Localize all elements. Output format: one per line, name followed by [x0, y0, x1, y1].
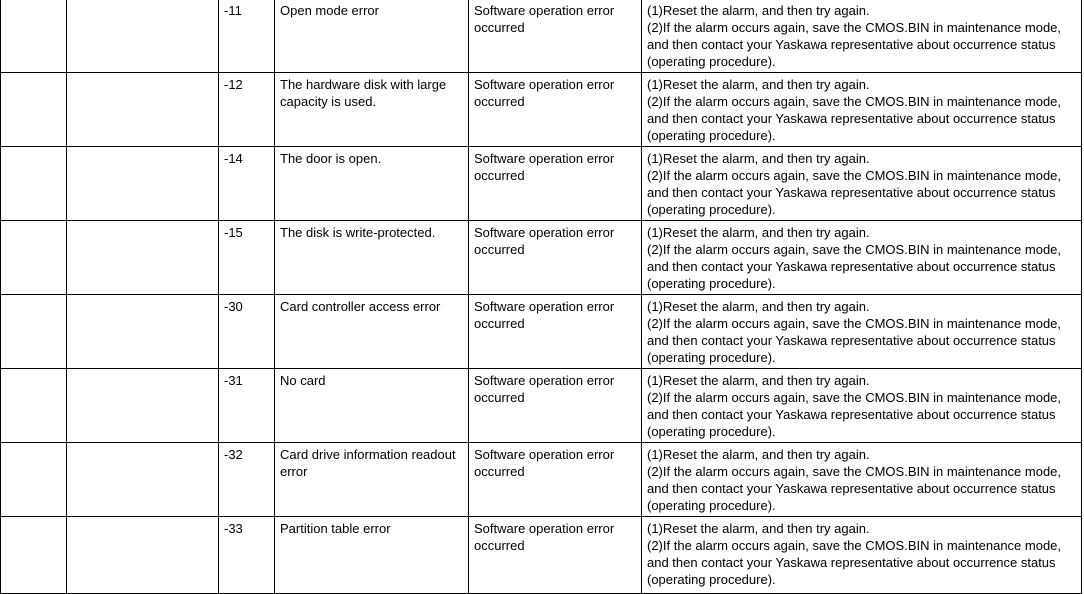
meaning-cell: The disk is write-protected.	[275, 221, 469, 295]
cause-cell: Software operation error occurred	[469, 73, 642, 147]
alarm-number-cell	[1, 369, 67, 443]
remedy-step-1: (1)Reset the alarm, and then try again.	[647, 3, 870, 18]
remedy-step-2: (2)If the alarm occurs again, save the CMOS.BIN in maintenance mode, and then contact your Yaskawa representative about occurrence status (operating procedure).	[647, 20, 1062, 69]
alarm-name-cell	[67, 517, 219, 594]
cause-cell: Software operation error occurred	[469, 443, 642, 517]
alarm-name-cell	[67, 147, 219, 221]
table-row	[1, 369, 1082, 443]
alarm-number-cell	[1, 147, 67, 221]
remedy-cell	[642, 517, 1082, 594]
remedy-cell	[642, 73, 1082, 147]
sub-code-cell: -15	[219, 221, 275, 295]
sub-code-cell: -14	[219, 147, 275, 221]
remedy-step-2: (2)If the alarm occurs again, save the CMOS.BIN in maintenance mode, and then contact your Yaskawa representative about occurrence status (operating procedure).	[647, 538, 1062, 587]
table-row	[1, 73, 1082, 147]
sub-code-cell: -30	[219, 295, 275, 369]
remedy-step-2: (2)If the alarm occurs again, save the CMOS.BIN in maintenance mode, and then contact your Yaskawa representative about occurrence status (operating procedure).	[647, 242, 1062, 291]
table-row	[1, 517, 1082, 594]
sub-code-cell: -11	[219, 0, 275, 73]
sub-code-cell: -32	[219, 443, 275, 517]
alarm-name-cell	[67, 369, 219, 443]
meaning-cell: Card drive information readout error	[275, 443, 469, 517]
alarm-number-cell	[1, 73, 67, 147]
meaning-cell: The door is open.	[275, 147, 469, 221]
alarm-number-cell	[1, 517, 67, 594]
remedy-cell	[642, 295, 1082, 369]
meaning-cell: Card controller access error	[275, 295, 469, 369]
alarm-name-cell	[67, 295, 219, 369]
table-row	[1, 295, 1082, 369]
cause-cell: Software operation error occurred	[469, 369, 642, 443]
table-row	[1, 147, 1082, 221]
remedy-step-1: (1)Reset the alarm, and then try again.	[647, 521, 870, 536]
cause-cell: Software operation error occurred	[469, 295, 642, 369]
remedy-step-2: (2)If the alarm occurs again, save the CMOS.BIN in maintenance mode, and then contact your Yaskawa representative about occurrence status (operating procedure).	[647, 168, 1062, 217]
remedy-step-1: (1)Reset the alarm, and then try again.	[647, 151, 870, 166]
alarm-name-cell	[67, 443, 219, 517]
remedy-cell	[642, 147, 1082, 221]
remedy-step-2: (2)If the alarm occurs again, save the CMOS.BIN in maintenance mode, and then contact your Yaskawa representative about occurrence status (operating procedure).	[647, 464, 1062, 513]
remedy-cell	[642, 369, 1082, 443]
alarm-number-cell	[1, 295, 67, 369]
cause-cell: Software operation error occurred	[469, 221, 642, 295]
remedy-step-2: (2)If the alarm occurs again, save the CMOS.BIN in maintenance mode, and then contact your Yaskawa representative about occurrence status (operating procedure).	[647, 316, 1062, 365]
meaning-cell: Open mode error	[275, 0, 469, 73]
alarm-name-cell	[67, 221, 219, 295]
table-row	[1, 0, 1082, 73]
remedy-step-2: (2)If the alarm occurs again, save the CMOS.BIN in maintenance mode, and then contact your Yaskawa representative about occurrence status (operating procedure).	[647, 94, 1062, 143]
sub-code-cell: -31	[219, 369, 275, 443]
table-row	[1, 443, 1082, 517]
remedy-step-1: (1)Reset the alarm, and then try again.	[647, 447, 870, 462]
table-row	[1, 221, 1082, 295]
alarm-name-cell	[67, 0, 219, 73]
cause-cell: Software operation error occurred	[469, 147, 642, 221]
remedy-cell	[642, 221, 1082, 295]
remedy-step-1: (1)Reset the alarm, and then try again.	[647, 373, 870, 388]
alarm-number-cell	[1, 0, 67, 73]
meaning-cell: No card	[275, 369, 469, 443]
remedy-cell	[642, 0, 1082, 73]
remedy-cell	[642, 443, 1082, 517]
cause-cell: Software operation error occurred	[469, 517, 642, 594]
alarm-name-cell	[67, 73, 219, 147]
sub-code-cell: -33	[219, 517, 275, 594]
cause-cell: Software operation error occurred	[469, 0, 642, 73]
remedy-step-1: (1)Reset the alarm, and then try again.	[647, 77, 870, 92]
alarm-number-cell	[1, 221, 67, 295]
remedy-step-2: (2)If the alarm occurs again, save the CMOS.BIN in maintenance mode, and then contact your Yaskawa representative about occurrence status (operating procedure).	[647, 390, 1062, 439]
remedy-step-1: (1)Reset the alarm, and then try again.	[647, 299, 870, 314]
alarm-number-cell	[1, 443, 67, 517]
remedy-step-1: (1)Reset the alarm, and then try again.	[647, 225, 870, 240]
meaning-cell: Partition table error	[275, 517, 469, 594]
sub-code-cell: -12	[219, 73, 275, 147]
meaning-cell: The hardware disk with large capacity is used.	[275, 73, 469, 147]
